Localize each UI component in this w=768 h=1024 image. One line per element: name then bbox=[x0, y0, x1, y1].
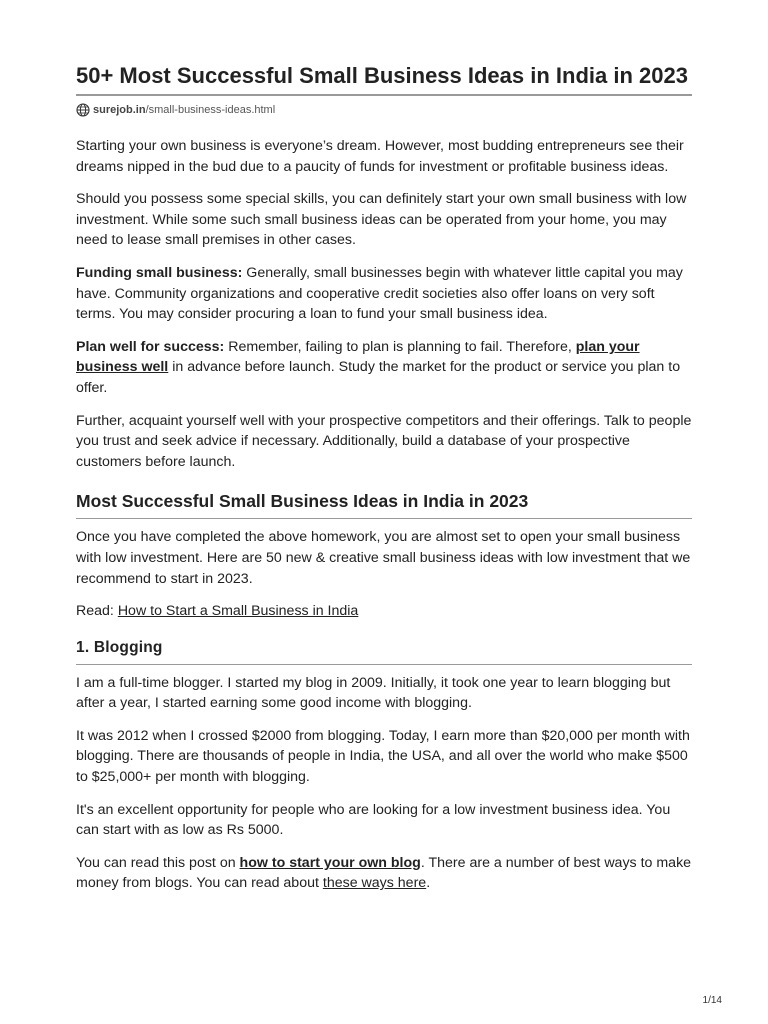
intro-paragraph-5: Further, acquaint yourself well with your prospective competitors and their offerings. Talk to people you trust and seek advice if necessary. Additionally, build a database of your prospective customers before launch. bbox=[76, 412, 692, 470]
plan-label: Plan well for success: bbox=[76, 338, 225, 355]
these-ways-link[interactable]: these ways here bbox=[322, 875, 427, 892]
funding-label: Funding small business: bbox=[76, 264, 243, 281]
blogging-paragraph-1: I am a full-time blogger. I started my blog in 2009. Initially, it took one year to learn blogging but after a year, I started earning some good income with blogging. bbox=[76, 674, 671, 712]
blogging-p4-suffix: . bbox=[426, 875, 431, 892]
document-page bbox=[76, 62, 692, 906]
source-link[interactable] bbox=[93, 104, 275, 116]
blogging-p4-middle: . There are a number of best ways to make money from blogs. You can read about bbox=[76, 854, 692, 892]
plan-text-before: Remember, failing to plan is planning to fail. Therefore, bbox=[224, 338, 576, 355]
page-number: 1/14 bbox=[702, 995, 722, 1006]
blogging-paragraph-3: It's an excellent opportunity for people who are looking for a low investment business idea. You can start with as low as Rs 5000. bbox=[76, 801, 671, 839]
funding-text: Generally, small businesses begin with whatever little capital you may have. Community organizations and cooperative credit societies also offer loans on very soft terms. You may consider procuring a loan to fund your small business idea. bbox=[76, 264, 683, 323]
plan-paragraph bbox=[76, 337, 692, 399]
source-path: /small-business-ideas.html bbox=[145, 104, 276, 116]
funding-paragraph bbox=[76, 263, 692, 325]
source-domain: surejob.in bbox=[93, 104, 146, 116]
plan-text-after: in advance before launch. Study the market for the product or service you plan to offer. bbox=[76, 359, 681, 396]
plan-business-link[interactable]: plan your business well bbox=[76, 338, 640, 376]
start-small-business-link[interactable]: How to Start a Small Business in India bbox=[117, 603, 359, 620]
start-blog-link[interactable]: how to start your own blog bbox=[239, 854, 421, 871]
read-paragraph bbox=[76, 601, 692, 622]
intro-paragraph-1: Starting your own business is everyone’s dream. However, most budding entrepreneurs see their dreams nipped in the bud due to a paucity of funds for investment or profitable business ideas. bbox=[76, 138, 684, 175]
section-heading: Most Successful Small Business Ideas in India in 2023 bbox=[76, 490, 692, 519]
blogging-heading: 1. Blogging bbox=[76, 638, 692, 665]
blogging-paragraph-4 bbox=[76, 853, 692, 894]
blogging-paragraph-2: It was 2012 when I crossed $2000 from blogging. Today, I earn more than $20,000 per month with blogging. There are thousands of people in India, the USA, and all over the world who make $500 to $25,000+ per month with blogging. bbox=[76, 727, 690, 786]
globe-icon bbox=[76, 103, 90, 117]
intro-paragraph-2: Should you possess some special skills, you can definitely start your own small business with low investment. While some such small business ideas can be operated from your home, you may need to lease small premises in other cases. bbox=[76, 191, 687, 249]
source-line bbox=[76, 102, 692, 118]
read-prefix: Read: bbox=[76, 603, 118, 620]
blogging-p4-prefix: You can read this post on bbox=[76, 854, 240, 871]
page-title: 50+ Most Successful Small Business Ideas in India in 2023 bbox=[76, 62, 692, 96]
section-paragraph-1: Once you have completed the above homework, you are almost set to open your small business with low investment. Here are 50 new & creative small business ideas with low investment that we recommend to start in 2023. bbox=[76, 529, 691, 587]
